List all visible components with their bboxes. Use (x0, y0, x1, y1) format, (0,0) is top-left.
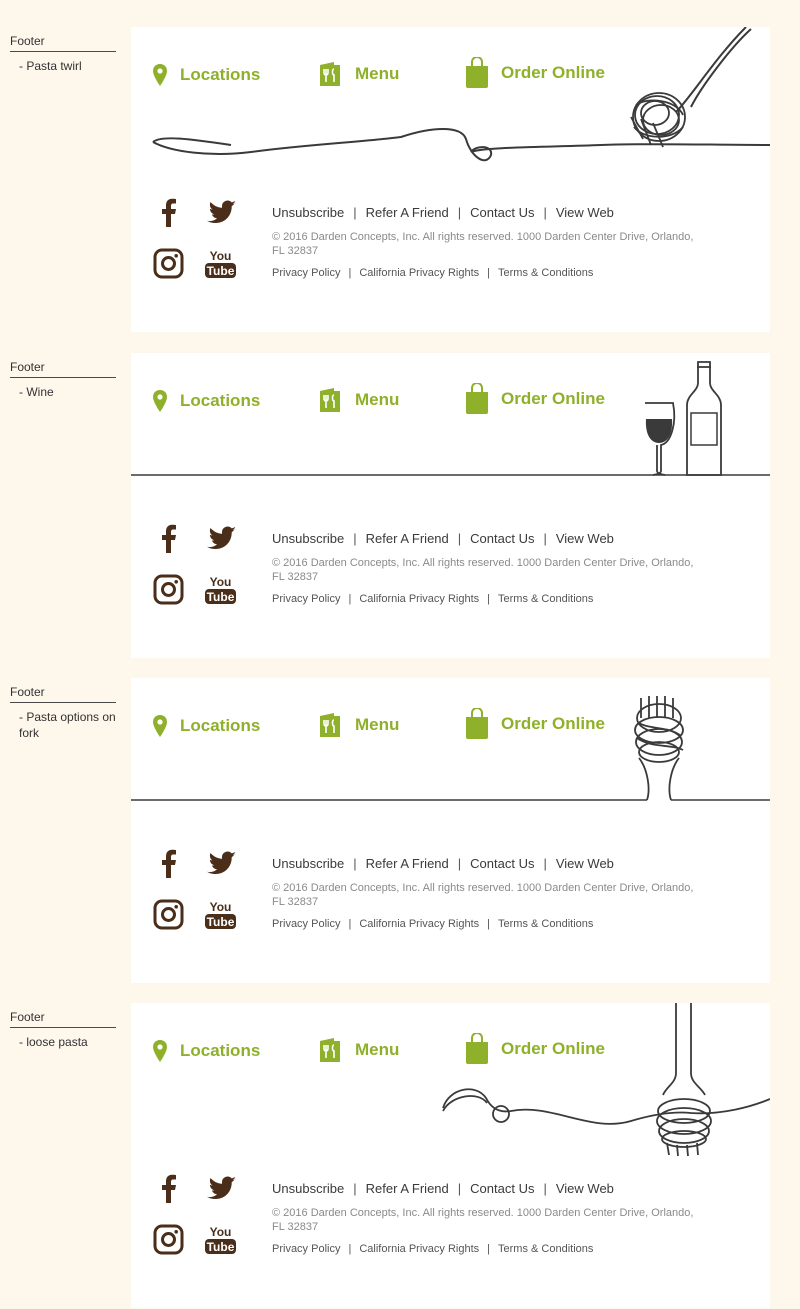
unsubscribe-link[interactable]: Unsubscribe (272, 205, 345, 220)
youtube-you-text: You (209, 575, 232, 589)
footer-card-wine (131, 353, 770, 658)
section-subtitle: - loose pasta (19, 1035, 88, 1049)
section-label-pasta-on-fork (10, 685, 116, 741)
section-title: Footer (10, 34, 116, 52)
nav-locations-label: Locations (180, 391, 261, 410)
separator: | (543, 1181, 547, 1196)
privacy-policy-link[interactable]: Privacy Policy (272, 593, 341, 605)
terms-conditions-link[interactable]: Terms & Conditions (498, 1243, 594, 1255)
footer-links (272, 1181, 702, 1255)
youtube-tube-text: Tube (206, 264, 235, 278)
footer-legal-links (272, 1243, 702, 1255)
section-label-loose-pasta (10, 1010, 116, 1050)
facebook-icon[interactable] (161, 197, 177, 227)
unsubscribe-link[interactable]: Unsubscribe (272, 1181, 345, 1196)
refer-a-friend-link[interactable]: Refer A Friend (365, 1181, 449, 1196)
youtube-you-text: You (209, 1225, 232, 1239)
copyright-text: © 2016 Darden Concepts, Inc. All rights reserved. 1000 Darden Center Drive, Orlando, FL 32837 (272, 882, 694, 908)
unsubscribe-link[interactable]: Unsubscribe (272, 856, 345, 871)
nav-menu-label: Menu (355, 715, 400, 734)
contact-us-link[interactable]: Contact Us (470, 531, 535, 546)
youtube-icon[interactable] (205, 249, 236, 279)
nav-menu-label: Menu (355, 64, 400, 83)
instagram-icon[interactable] (153, 248, 184, 279)
separator: | (457, 1181, 462, 1196)
section-subtitle: - Wine (19, 385, 54, 399)
separator: | (543, 205, 547, 220)
separator: | (487, 918, 491, 930)
copyright-text: © 2016 Darden Concepts, Inc. All rights reserved. 1000 Darden Center Drive, Orlando, FL 32837 (272, 1207, 694, 1233)
view-web-link[interactable]: View Web (555, 856, 614, 871)
footer-top-links (272, 856, 702, 871)
twitter-icon[interactable] (207, 1176, 237, 1200)
unsubscribe-link[interactable]: Unsubscribe (272, 531, 345, 546)
footer-top-links (272, 531, 702, 546)
nav-menu-label: Menu (355, 1040, 400, 1059)
instagram-icon[interactable] (153, 1224, 184, 1255)
twitter-icon[interactable] (207, 851, 237, 875)
view-web-link[interactable]: View Web (555, 1181, 614, 1196)
youtube-icon[interactable] (205, 900, 236, 930)
view-web-link[interactable]: View Web (555, 205, 614, 220)
nav-menu-label: Menu (355, 390, 400, 409)
youtube-icon[interactable] (205, 1225, 236, 1255)
separator: | (353, 856, 357, 871)
privacy-policy-link[interactable]: Privacy Policy (272, 1243, 341, 1255)
twitter-icon[interactable] (207, 526, 237, 550)
footer-legal-links (272, 918, 702, 930)
footer-card-pasta-twirl (131, 27, 770, 332)
separator: | (457, 205, 462, 220)
youtube-icon[interactable] (205, 575, 236, 605)
wine-illustration (131, 353, 770, 478)
section-subtitle: - Pasta twirl (19, 59, 82, 73)
footer-top-links (272, 1181, 702, 1196)
copyright-text: © 2016 Darden Concepts, Inc. All rights reserved. 1000 Darden Center Drive, Orlando, FL 32837 (272, 557, 694, 583)
privacy-policy-link[interactable]: Privacy Policy (272, 918, 341, 930)
nav-order-online-label: Order Online (501, 389, 605, 408)
california-privacy-rights-link[interactable]: California Privacy Rights (359, 267, 480, 279)
nav-order-online-label: Order Online (501, 714, 605, 733)
separator: | (353, 531, 357, 546)
terms-conditions-link[interactable]: Terms & Conditions (498, 918, 594, 930)
separator: | (353, 1181, 357, 1196)
footer-links (272, 531, 702, 605)
separator: | (543, 531, 547, 546)
nav-locations-label: Locations (180, 716, 261, 735)
california-privacy-rights-link[interactable]: California Privacy Rights (359, 918, 480, 930)
california-privacy-rights-link[interactable]: California Privacy Rights (359, 1243, 480, 1255)
separator: | (348, 267, 352, 279)
footer-links (272, 856, 702, 930)
copyright-text: © 2016 Darden Concepts, Inc. All rights reserved. 1000 Darden Center Drive, Orlando, FL 32837 (272, 231, 694, 257)
instagram-icon[interactable] (153, 899, 184, 930)
view-web-link[interactable]: View Web (555, 531, 614, 546)
twitter-icon[interactable] (207, 200, 237, 224)
loose-pasta-illustration (131, 1003, 770, 1163)
section-label-pasta-twirl (10, 34, 116, 74)
separator: | (543, 856, 547, 871)
youtube-you-text: You (209, 900, 232, 914)
nav-locations-label: Locations (180, 1041, 261, 1060)
separator: | (487, 267, 491, 279)
section-title: Footer (10, 1010, 116, 1028)
youtube-tube-text: Tube (206, 1240, 235, 1254)
section-title: Footer (10, 685, 116, 703)
nav-order-online-label: Order Online (501, 1039, 605, 1058)
contact-us-link[interactable]: Contact Us (470, 856, 535, 871)
facebook-icon[interactable] (161, 523, 177, 553)
footer-links (272, 205, 702, 279)
footer-card-pasta-on-fork (131, 678, 770, 983)
separator: | (457, 856, 462, 871)
separator: | (487, 1243, 491, 1255)
separator: | (487, 593, 491, 605)
terms-conditions-link[interactable]: Terms & Conditions (498, 593, 594, 605)
nav-locations-label: Locations (180, 65, 261, 84)
nav-order-online-label: Order Online (501, 63, 605, 82)
privacy-policy-link[interactable]: Privacy Policy (272, 267, 341, 279)
section-label-wine (10, 360, 116, 400)
contact-us-link[interactable]: Contact Us (470, 205, 535, 220)
instagram-icon[interactable] (153, 574, 184, 605)
refer-a-friend-link[interactable]: Refer A Friend (365, 856, 449, 871)
separator: | (348, 1243, 352, 1255)
footer-top-links (272, 205, 702, 220)
section-subtitle: - Pasta options on fork (19, 710, 116, 740)
pasta-on-fork-illustration (131, 678, 770, 803)
terms-conditions-link[interactable]: Terms & Conditions (498, 267, 594, 279)
youtube-tube-text: Tube (206, 590, 235, 604)
youtube-tube-text: Tube (206, 915, 235, 929)
separator: | (348, 918, 352, 930)
footer-card-loose-pasta (131, 1003, 770, 1308)
footer-legal-links (272, 267, 702, 279)
facebook-icon[interactable] (161, 1173, 177, 1203)
contact-us-link[interactable]: Contact Us (470, 1181, 535, 1196)
separator: | (457, 531, 462, 546)
refer-a-friend-link[interactable]: Refer A Friend (365, 531, 449, 546)
footer-legal-links (272, 593, 702, 605)
section-title: Footer (10, 360, 116, 378)
youtube-you-text: You (209, 249, 232, 263)
facebook-icon[interactable] (161, 848, 177, 878)
separator: | (348, 593, 352, 605)
separator: | (353, 205, 357, 220)
pasta-twirl-illustration (131, 27, 770, 177)
california-privacy-rights-link[interactable]: California Privacy Rights (359, 593, 480, 605)
refer-a-friend-link[interactable]: Refer A Friend (365, 205, 449, 220)
